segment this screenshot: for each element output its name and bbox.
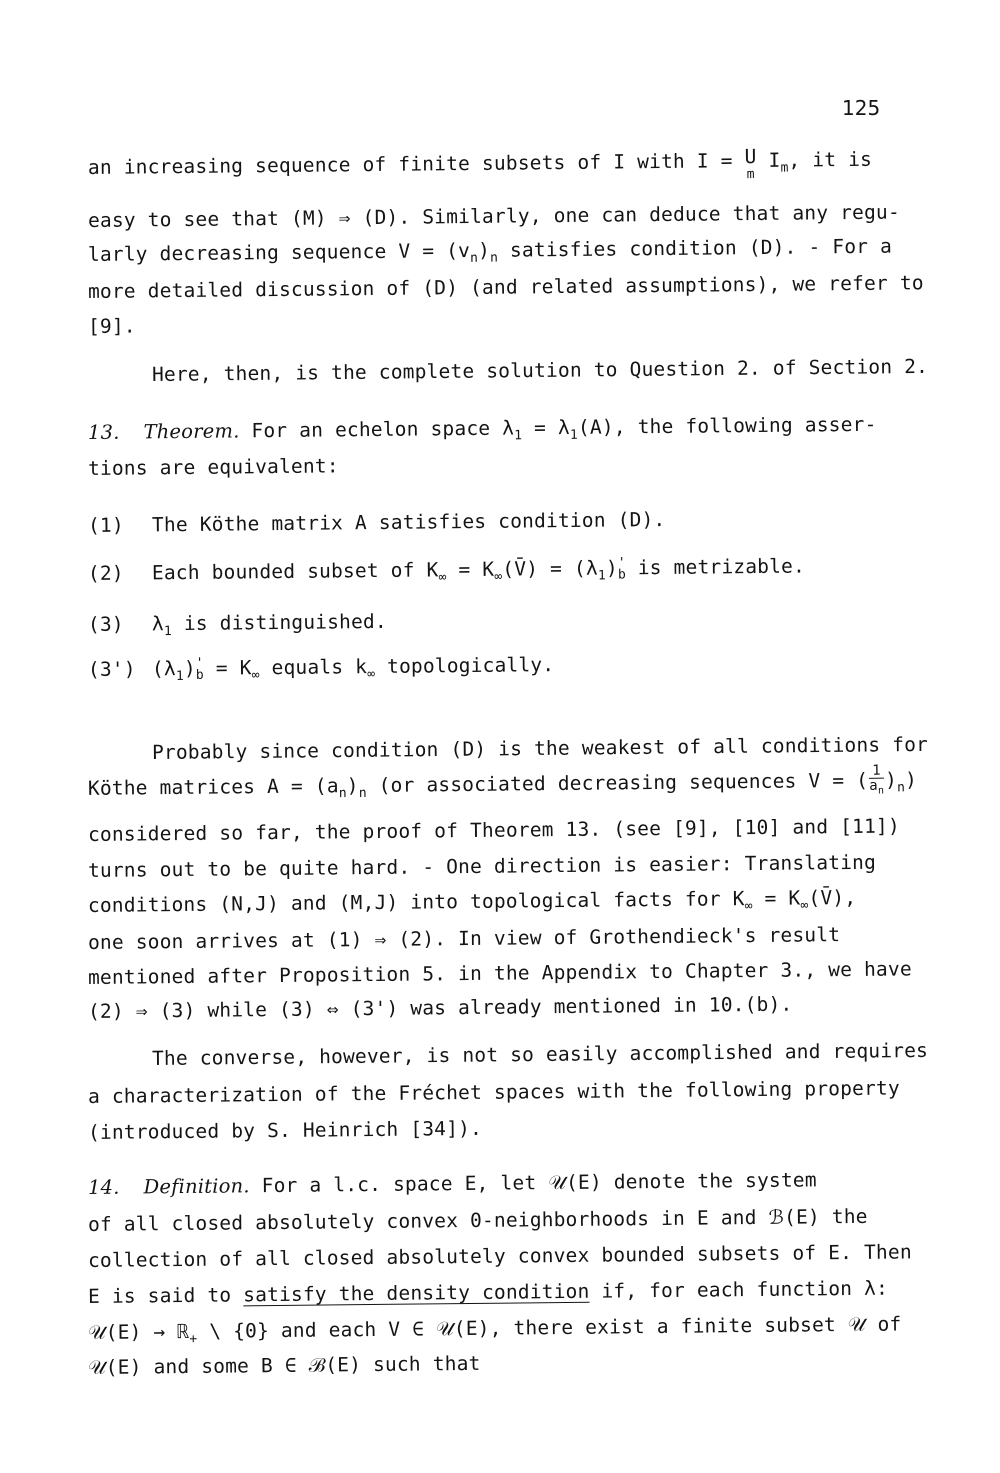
subscript: 1 [597, 568, 607, 584]
text-segment: ) [904, 768, 918, 792]
subscript: 1 [514, 428, 523, 444]
theorem-number: 13. [87, 420, 120, 444]
text-segment: larly decreasing sequence V = (v [87, 238, 471, 266]
paragraph-3-line-1: Probably since condition (D) is the weakest of all conditions for [151, 732, 929, 764]
text-segment: equals k [259, 655, 368, 680]
theorem-item-3-prime [88, 651, 688, 691]
prime-subscript [196, 657, 204, 681]
text-segment: is distinguished. [171, 609, 387, 636]
text-segment: Each bounded subset of K [151, 558, 439, 585]
paragraph-1-line-2: easy to see that (M) ⇒ (D). Similarly, one can deduce that any regu- [87, 200, 900, 232]
item-text [151, 653, 555, 684]
text-segment: a [869, 777, 878, 794]
subscript: ∞ [438, 570, 447, 586]
text-segment: (λ [151, 657, 176, 681]
paragraph-3-line-5 [88, 885, 857, 927]
theorem-13-line-2: tions are equivalent: [87, 454, 339, 480]
subscript: ∞ [367, 666, 376, 682]
text-segment: satisfies condition (D). - For a [497, 234, 893, 262]
paragraph-3-line-7: mentioned after Proposition 5. in the Appendix to Chapter 3., we have [87, 957, 912, 989]
union-operator [744, 144, 757, 184]
subscript: m [780, 160, 789, 176]
item-label: (3) [87, 612, 124, 636]
text-segment: ) [346, 774, 359, 798]
definition-14-line-5 [88, 1311, 902, 1353]
subscript: n [470, 250, 479, 266]
item-text [151, 609, 387, 640]
item-text [152, 554, 805, 584]
paragraph-1-line-4: more detailed discussion of (D) (and related assumptions), we refer to [87, 271, 924, 303]
subscript: n [490, 250, 499, 266]
subscript: ∞ [800, 898, 809, 914]
text-segment: For a l.c. space E, let 𝒰(E) denote the system [249, 1168, 817, 1198]
text-segment: 𝒰(E) → ℝ [87, 1319, 190, 1344]
subscript: b [195, 667, 204, 683]
subscript: n [338, 786, 347, 802]
paragraph-1-line-1 [87, 144, 873, 191]
subscript: b [617, 566, 627, 582]
text-segment: \ {0} and each V ∈ 𝒰(E), there exist a finite subset 𝒰 of [197, 1312, 902, 1343]
theorem-item-2 [88, 553, 808, 594]
theorem-item-1 [88, 506, 728, 539]
text-segment: (or associated decreasing sequences V = ( [366, 768, 869, 797]
text-segment: conditions (N,J) and (M,J) into topological facts for K [87, 887, 745, 917]
prime-mark: ' [195, 655, 204, 671]
fraction-denominator [869, 779, 884, 799]
item-label: (3') [87, 657, 136, 681]
text-segment: ) [477, 238, 491, 262]
paragraph-2-line-1: Here, then, is the complete solution to Question 2. of Section 2. [151, 354, 929, 386]
paragraph-4-line-2: a characterization of the Fréchet spaces with the following property [87, 1076, 900, 1108]
theorem-item-3 [88, 607, 588, 646]
paragraph-4-line-3: (introduced by S. Heinrich [34]). [87, 1116, 483, 1144]
text-segment: (V̄) = (λ [502, 556, 598, 581]
text-segment: ) [884, 768, 898, 792]
definition-14-line-4 [88, 1276, 888, 1310]
item-label: (1) [87, 513, 124, 537]
paragraph-3-line-3: considered so far, the proof of Theorem 13. (see [9], [10] and [11]) [87, 814, 900, 846]
theorem-title: Theorem. [143, 419, 240, 444]
paragraph-1-line-3 [88, 234, 892, 276]
prime-mark: ' [617, 554, 626, 570]
text-segment: E is said to [87, 1283, 244, 1308]
paragraph-3-line-8: (2) ⇒ (3) while (3) ⇔ (3') was already mentioned in 10.(b). [87, 992, 793, 1023]
text-segment: = K [752, 886, 801, 911]
paragraph-3-line-2 [88, 763, 917, 809]
fraction [869, 764, 884, 799]
text-segment: ) [605, 556, 618, 580]
union-index: m [746, 167, 755, 183]
prime-subscript [617, 554, 627, 582]
text-segment: topologically. [375, 653, 555, 678]
subscript: 1 [569, 427, 579, 443]
text-segment: if, for each function λ: [589, 1276, 889, 1303]
text-segment: = K [203, 656, 252, 680]
fraction-numerator: 1 [869, 764, 884, 779]
text-segment: (A), the following asser- [577, 412, 877, 439]
paragraph-4-line-1: The converse, however, is not so easily accomplished and requires [151, 1038, 929, 1070]
paragraph-3-line-4: turns out to be quite hard. - One direction is easier: Translating [87, 850, 877, 882]
subscript: ∞ [744, 898, 753, 915]
page-number: 125 [842, 96, 881, 120]
text-segment: For an echelon space λ [239, 416, 515, 443]
text-segment: = λ [522, 415, 571, 440]
subscript: n [358, 785, 367, 801]
paragraph-3-line-6: one soon arrives at (1) ⇒ (2). In view of Grothendieck's result [87, 923, 841, 954]
text-segment: I [756, 148, 781, 172]
text-segment: = K [446, 557, 495, 582]
subscript: n [897, 780, 906, 796]
text-segment: ) [183, 656, 196, 680]
subscript: + [189, 1331, 198, 1347]
text-segment: Köthe matrices A = (a [87, 774, 339, 800]
text-segment: an increasing sequence of finite subsets of I with I = [87, 149, 745, 179]
subscript: ∞ [494, 569, 503, 585]
union-symbol: U [744, 144, 757, 169]
subscript: n [877, 785, 885, 797]
subscript: 1 [163, 624, 173, 640]
definition-title: Definition. [143, 1174, 250, 1199]
subscript: ∞ [251, 668, 260, 684]
definition-14-line-3: collection of all closed absolutely convex bounded subsets of E. Then [87, 1240, 912, 1272]
paragraph-1-line-5: [9]. [87, 314, 136, 338]
text-segment: (V̄), [808, 885, 857, 910]
definition-14-line-6: 𝒰(E) and some B ∈ ℬ(E) such that [87, 1351, 481, 1379]
text-segment: λ [151, 612, 165, 636]
definition-14-heading [88, 1167, 817, 1201]
definition-14-line-2: of all closed absolutely convex 0-neighborhoods in E and ℬ(E) the [87, 1204, 868, 1236]
definition-number: 14. [87, 1175, 120, 1199]
item-text: The Köthe matrix A satisfies condition (D). [151, 507, 666, 537]
subscript: 1 [175, 668, 185, 684]
item-label: (2) [87, 561, 124, 585]
text-segment: is metrizable. [625, 554, 806, 580]
underlined-term: satisfy the density condition [243, 1279, 590, 1307]
text-segment: , it is [788, 147, 873, 172]
theorem-13-heading [88, 412, 877, 454]
